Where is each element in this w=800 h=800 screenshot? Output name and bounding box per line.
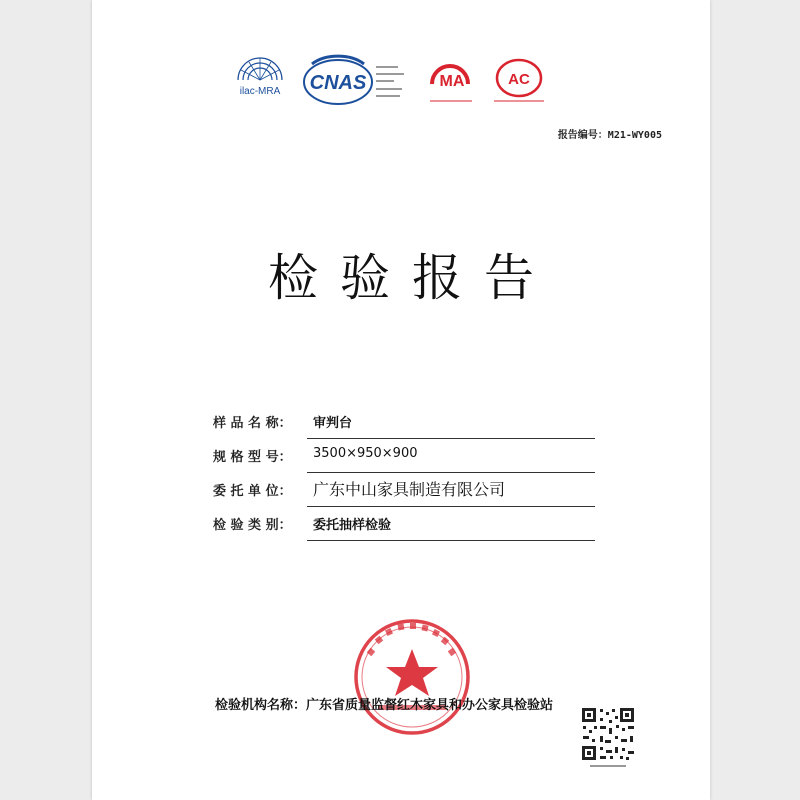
cal-logo bbox=[490, 52, 548, 108]
svg-text:CNAS: CNAS bbox=[309, 72, 367, 94]
report-number: 报告编号：M21-WY005 bbox=[557, 130, 662, 141]
field-label: 检 验 类 别： bbox=[213, 518, 292, 533]
svg-text:ilac-MRA: ilac-MRA bbox=[239, 86, 281, 97]
field-label: 规 格 型 号： bbox=[213, 450, 292, 465]
svg-text:MA: MA bbox=[439, 73, 465, 90]
inspection-type-row bbox=[213, 507, 593, 541]
inspection-agency: 检验机构名称：广东省质量监督红木家具和办公家具检验站 bbox=[215, 698, 554, 713]
qr-code bbox=[580, 706, 636, 770]
cma-logo bbox=[422, 52, 478, 108]
svg-text:AC: AC bbox=[508, 71, 530, 88]
ilac-mra-logo bbox=[230, 52, 290, 102]
client-row bbox=[213, 473, 593, 507]
official-seal bbox=[352, 615, 472, 745]
report-cover-page bbox=[92, 0, 710, 800]
field-label: 样 品 名 称： bbox=[213, 416, 292, 431]
sample-name-row bbox=[213, 405, 593, 439]
model-row bbox=[213, 439, 593, 473]
report-fields bbox=[213, 405, 593, 541]
inspection-type-value: 委托抽样检验 bbox=[313, 518, 392, 533]
certification-logos bbox=[92, 52, 710, 112]
page-title: 检验报告 bbox=[268, 249, 556, 307]
field-label: 委 托 单 位： bbox=[213, 484, 292, 499]
underline bbox=[307, 540, 595, 541]
client-value: 广东中山家具制造有限公司 bbox=[313, 480, 506, 499]
model-value: 3500×950×900 bbox=[313, 446, 418, 461]
sample-name-value: 审判台 bbox=[313, 416, 353, 431]
cnas-logo bbox=[302, 52, 412, 108]
